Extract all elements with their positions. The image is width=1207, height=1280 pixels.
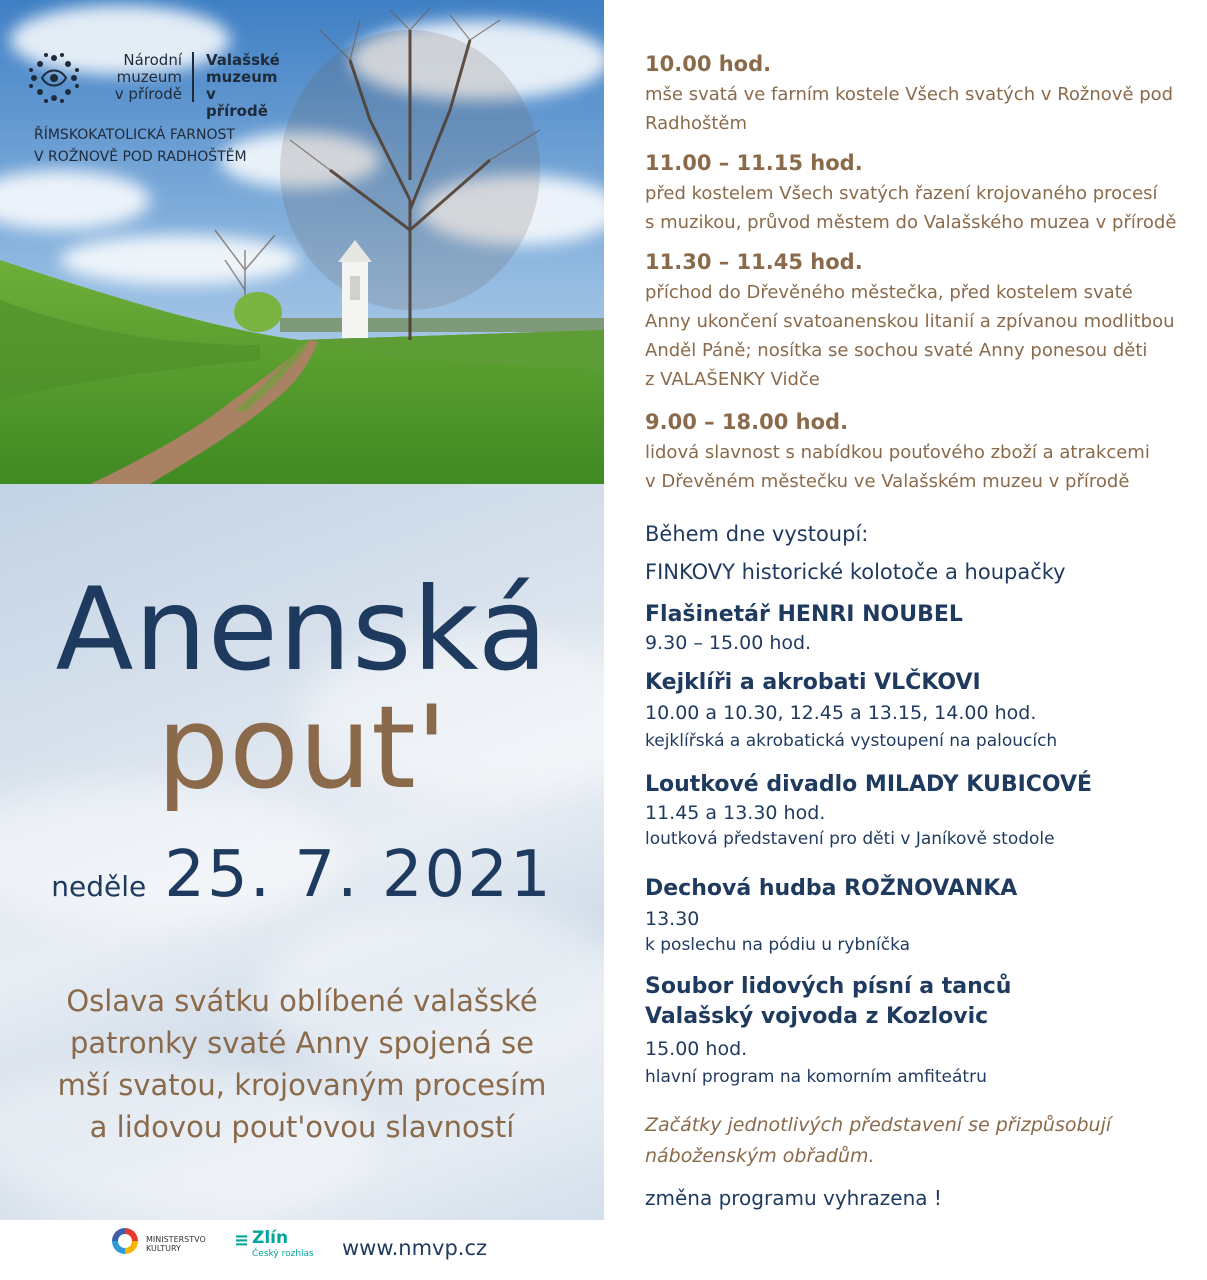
schedule-item: [645, 410, 1150, 496]
performer-title: Soubor lidových písní a tanců: [645, 974, 1012, 999]
zlin-logo-icon: ≡: [234, 1230, 250, 1251]
title-pout: pout': [156, 681, 448, 814]
ministry-logo-icon: [112, 1228, 138, 1254]
schedule-line: mše svatá ve farním kostele Všech svatých v Rožnově pod: [645, 84, 1174, 105]
description-line: mší svatou, krojovaným procesím: [57, 1068, 547, 1102]
nmvp-right-line3: v přírodě: [206, 85, 268, 120]
schedule-time: 11.30 – 11.45 hod.: [645, 250, 863, 274]
performer-time: 11.45 a 13.30 hod.: [645, 802, 826, 824]
description-line: patronky svaté Anny spojená se: [69, 1026, 535, 1060]
performer-time: 15.00 hod.: [645, 1038, 748, 1060]
parish-line1: ŘÍMSKOKATOLICKÁ FARNOST: [34, 127, 235, 143]
performer-note: hlavní program na komorním amfiteátru: [645, 1067, 987, 1087]
performer-item: [645, 770, 1092, 852]
schedule-line: Anděl Páně; nosítka se sochou svaté Anny ponesou děti: [645, 340, 1148, 361]
performer-note: k poslechu na pódiu u rybníčka: [645, 935, 911, 955]
schedule-item: [645, 250, 1175, 394]
schedule-line: z VALAŠENKY Vidče: [645, 369, 820, 390]
schedule-line: v Dřevěném městečku ve Valašském muzeu v přírodě: [645, 471, 1130, 492]
ministry-name: [146, 1235, 206, 1253]
nmvp-logo: [28, 50, 280, 120]
parish-line2: V ROŽNOVĚ POD RADHOŠTĚM: [34, 149, 247, 165]
performer-note: kejklířská a akrobatická vystoupení na paloucích: [645, 731, 1058, 751]
performer-item: [645, 668, 1057, 754]
performer-note: loutková představení pro děti v Janíkově stodole: [645, 829, 1055, 849]
ministry-line2: KULTURY: [146, 1244, 181, 1253]
performer-title: Flašinetář HENRI NOUBEL: [645, 602, 963, 627]
performer-time: 9.30 – 15.00 hod.: [645, 632, 812, 654]
schedule-text: [645, 179, 1176, 237]
nmvp-emblem-icon: [28, 52, 80, 104]
nmvp-left-line1: Národní: [123, 51, 182, 69]
during-day-heading: Během dne vystoupí:: [645, 522, 869, 546]
performer-title: Valašský vojvoda z Kozlovic: [645, 1004, 989, 1029]
performer-item: [645, 972, 1011, 1090]
description-line: a lidovou pout'ovou slavností: [89, 1110, 515, 1144]
schedule-text: [645, 278, 1175, 394]
performer-title: Dechová hudba ROŽNOVANKA: [645, 876, 1018, 901]
event-description: [20, 980, 584, 1148]
notice-line: náboženským obřadům.: [645, 1145, 875, 1167]
event-day: neděle: [51, 870, 147, 903]
schedule-item: [645, 151, 1176, 237]
nmvp-right-line1: Valašské: [206, 51, 280, 69]
performer-time: 10.00 a 10.30, 12.45 a 13.15, 14.00 hod.: [645, 702, 1037, 724]
performer-time: 13.30: [645, 908, 700, 930]
performer-title: Kejklíři a akrobati VLČKOVI: [645, 670, 981, 695]
description-line: Oslava svátku oblíbené valašské: [66, 984, 538, 1018]
schedule-time: 10.00 hod.: [645, 52, 772, 76]
nmvp-left-line2: muzeum: [116, 68, 182, 86]
schedule-line: lidová slavnost s nabídkou pouťového zboží a atrakcemi: [645, 442, 1150, 463]
schedule-line: Anny ukončení svatoanenskou litanií a zpívanou modlitbou: [645, 311, 1175, 332]
event-date: [0, 838, 604, 912]
schedule-item: [645, 52, 1173, 138]
rozhlas-name: Český rozhlas: [252, 1249, 314, 1259]
schedule-text: [645, 438, 1150, 496]
nmvp-left-line3: v přírodě: [114, 85, 182, 103]
schedule-time: 9.00 – 18.00 hod.: [645, 410, 849, 434]
parish-name: [34, 124, 247, 168]
schedule-line: příchod do Dřevěného městečka, před kostelem svaté: [645, 282, 1133, 303]
schedule-line: s muzikou, průvod městem do Valašského muzea v přírodě: [645, 212, 1177, 233]
website-link[interactable]: www.nmvp.cz: [342, 1236, 488, 1260]
event-date-value: 25. 7. 2021: [164, 838, 553, 912]
ministry-line1: MINISTERSTVO: [146, 1235, 206, 1244]
notice-line: Začátky jednotlivých představení se přizpůsobují: [645, 1114, 1112, 1136]
schedule-line: před kostelem Všech svatých řazení krojovaného procesí: [645, 183, 1158, 204]
schedule-text: [645, 80, 1173, 138]
schedule-time: 11.00 – 11.15 hod.: [645, 151, 863, 175]
zlin-name: Zlín: [252, 1228, 289, 1248]
performer-item: [645, 600, 963, 656]
schedule-line: Radhoštěm: [645, 113, 748, 134]
title-anenska: Anenská: [55, 563, 549, 696]
nmvp-right-line2: muzeum: [206, 68, 278, 86]
program-change-note: změna programu vyhrazena !: [645, 1186, 942, 1210]
logo-divider: [192, 52, 194, 102]
during-day-intro: FINKOVY historické kolotoče a houpačky: [645, 560, 1066, 584]
program-notice: [645, 1110, 1111, 1172]
performer-item: [645, 874, 1017, 958]
performer-title: Loutkové divadlo MILADY KUBICOVÉ: [645, 772, 1093, 797]
